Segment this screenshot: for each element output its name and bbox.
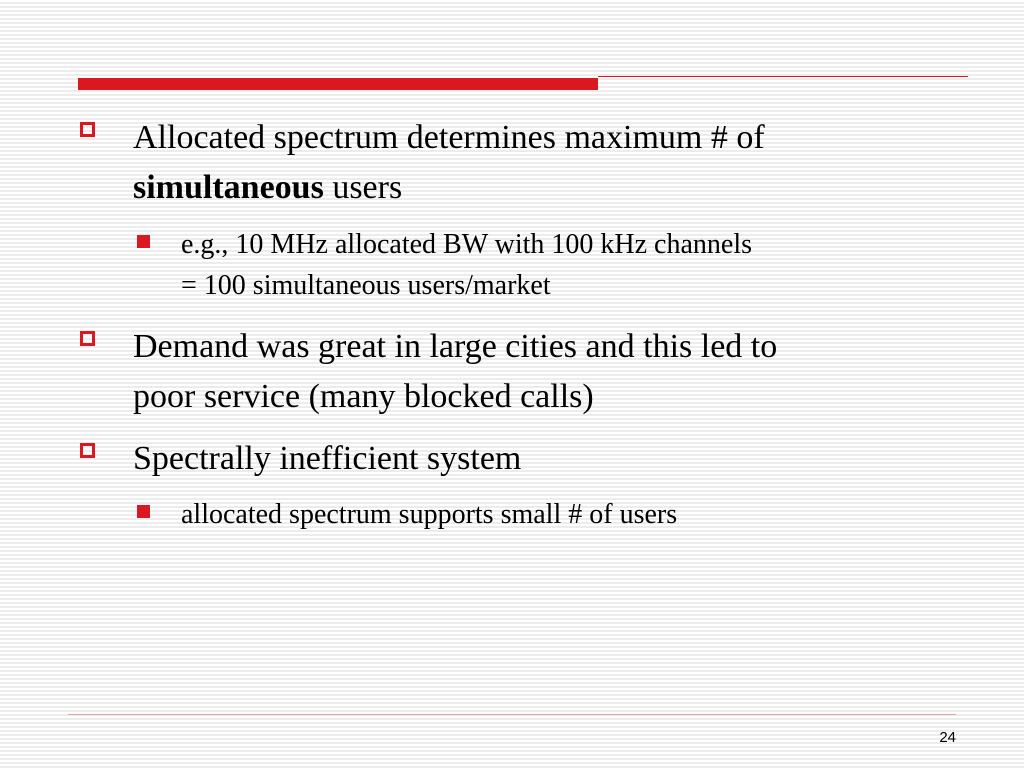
sub-bullet-text: allocated spectrum supports small # of users bbox=[181, 499, 678, 530]
hollow-square-icon bbox=[80, 331, 95, 346]
bullet-text: Spectrally inefficient system bbox=[133, 440, 522, 477]
sub-bullet-text: e.g., 10 MHz allocated BW with 100 kHz channels = 100 simultaneous users/market bbox=[181, 229, 753, 301]
page-number: 24 bbox=[939, 729, 956, 746]
hollow-square-icon bbox=[80, 443, 95, 458]
hollow-square-icon bbox=[80, 122, 95, 137]
sub-bullet-example bbox=[137, 224, 957, 306]
bullet-text: Demand was great in large cities and this led to poor service (many blocked calls) bbox=[133, 328, 778, 415]
bullet-demand bbox=[80, 322, 960, 422]
bullet-allocated-spectrum bbox=[80, 113, 960, 213]
footer-rule bbox=[68, 714, 956, 715]
sub-bullet-small-users bbox=[137, 494, 957, 535]
bullet-text: Allocated spectrum determines maximum # of simultaneous users bbox=[133, 119, 765, 206]
filled-square-icon bbox=[137, 505, 150, 518]
emphasis-simultaneous: simultaneous bbox=[133, 169, 324, 206]
filled-square-icon bbox=[137, 235, 150, 248]
bullet-spectrally-inefficient bbox=[80, 434, 960, 484]
